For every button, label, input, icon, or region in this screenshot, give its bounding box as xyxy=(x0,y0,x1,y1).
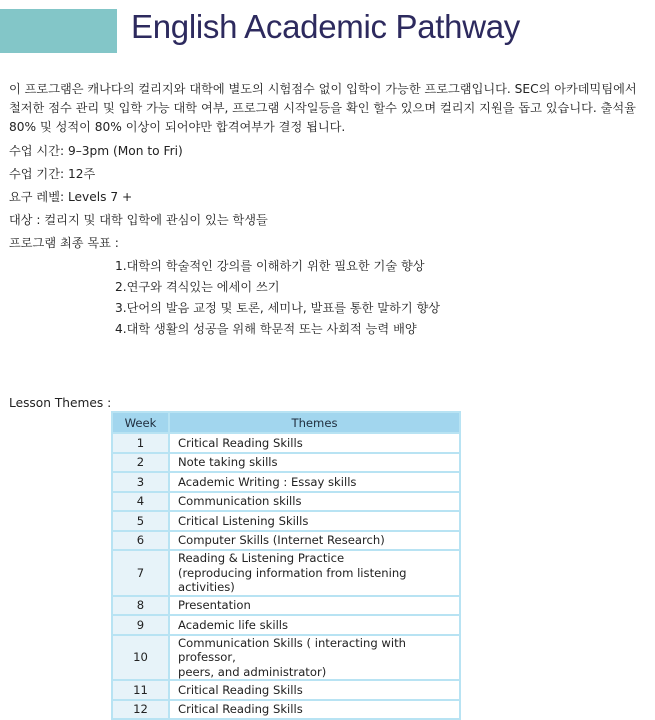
goal-item: 3.단어의 발음 교정 및 토론, 세미나, 발표를 통한 말하기 향상 xyxy=(115,301,441,315)
table-row xyxy=(112,550,460,596)
table-row xyxy=(112,596,460,616)
program-goals-label: 프로그램 최종 목표 : xyxy=(9,236,119,250)
theme-cell: Critical Listening Skills xyxy=(169,511,460,531)
week-cell: 9 xyxy=(112,615,169,635)
table-row xyxy=(112,511,460,531)
theme-line: (reproducing information from listening activities) xyxy=(178,565,407,594)
table-row xyxy=(112,680,460,700)
theme-cell: Academic Writing : Essay skills xyxy=(169,472,460,492)
table-row xyxy=(112,433,460,453)
week-cell: 1 xyxy=(112,433,169,453)
theme-cell: Academic life skills xyxy=(169,615,460,635)
program-goals-list xyxy=(9,256,649,340)
course-duration: 수업 기간: 12주 xyxy=(9,167,96,181)
theme-cell xyxy=(169,635,460,681)
lesson-themes-table xyxy=(111,411,461,720)
theme-cell: Communication skills xyxy=(169,492,460,512)
goal-item: 1.대학의 학술적인 강의를 이해하기 위한 필요한 기술 향상 xyxy=(115,259,425,273)
week-cell: 3 xyxy=(112,472,169,492)
theme-line: peers, and administrator) xyxy=(178,664,327,679)
page-title: English Academic Pathway xyxy=(131,8,521,45)
week-cell: 12 xyxy=(112,700,169,720)
theme-cell xyxy=(169,550,460,596)
week-cell: 2 xyxy=(112,453,169,473)
week-cell: 11 xyxy=(112,680,169,700)
week-cell: 5 xyxy=(112,511,169,531)
goal-item: 2.연구와 격식있는 에세이 쓰기 xyxy=(115,280,280,294)
table-row xyxy=(112,615,460,635)
table-row xyxy=(112,492,460,512)
week-cell: 7 xyxy=(112,550,169,596)
lesson-themes-label: Lesson Themes : xyxy=(9,396,112,410)
table-row xyxy=(112,472,460,492)
week-cell: 8 xyxy=(112,596,169,616)
required-level: 요구 레벨: Levels 7 + xyxy=(9,190,133,204)
theme-cell: Presentation xyxy=(169,596,460,616)
themes-column-header: Themes xyxy=(169,412,460,433)
theme-line: Communication Skills ( interacting with professor, xyxy=(178,635,406,664)
table-row xyxy=(112,531,460,551)
theme-cell: Note taking skills xyxy=(169,453,460,473)
title-accent-block xyxy=(0,9,117,53)
goal-item: 4.대학 생활의 성공을 위해 학문적 또는 사회적 능력 배양 xyxy=(115,322,417,336)
table-row xyxy=(112,700,460,720)
target-students: 대상 : 컬리지 및 대학 입학에 관심이 있는 학생들 xyxy=(9,213,268,227)
class-hours: 수업 시간: 9–3pm (Mon to Fri) xyxy=(9,144,183,158)
table-header-row xyxy=(112,412,460,433)
week-column-header: Week xyxy=(112,412,169,433)
week-cell: 10 xyxy=(112,635,169,681)
theme-cell: Critical Reading Skills xyxy=(169,433,460,453)
theme-line: Reading & Listening Practice xyxy=(178,551,345,565)
week-cell: 6 xyxy=(112,531,169,551)
theme-cell: Computer Skills (Internet Research) xyxy=(169,531,460,551)
intro-paragraph: 이 프로그램은 캐나다의 컬리지와 대학에 별도의 시험점수 없이 입학이 가능한 프로그램입니다. SEC의 아카데믹팀에서 철저한 점수 관리 및 입학 가능 대학 여부, 프로그램 시작일등을 확인 할수 있으며 컬리지 지원을 돕고 있습니다. 출석율 80% 및 성적이 80% 이상이 되어야만 합격여부가 결정 됩니다. xyxy=(9,82,637,134)
table-row xyxy=(112,635,460,681)
program-description xyxy=(9,80,649,340)
table-row xyxy=(112,453,460,473)
theme-cell: Critical Reading Skills xyxy=(169,700,460,720)
theme-cell: Critical Reading Skills xyxy=(169,680,460,700)
week-cell: 4 xyxy=(112,492,169,512)
